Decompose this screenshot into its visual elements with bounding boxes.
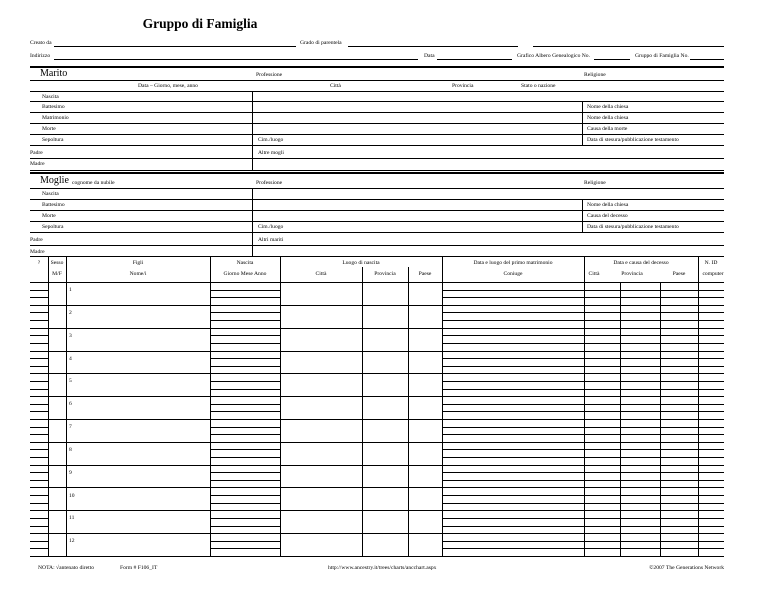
page-title: Gruppo di Famiglia: [142, 16, 258, 31]
child-nid-header: N. ID: [704, 260, 718, 266]
child-row-2[interactable]: [66, 305, 210, 328]
rule-line: [210, 495, 280, 496]
child-provincia-header: Provincia: [374, 271, 396, 277]
data-field[interactable]: [437, 59, 512, 60]
child-decesso-header: Data e causa del decesso: [613, 260, 669, 266]
rule-line: [210, 343, 280, 344]
moglie-padre-label: Padre: [30, 237, 43, 243]
marito-row-battesimo-label: Battesimo: [42, 104, 65, 110]
rule-line: [30, 404, 48, 405]
rule-line: [30, 232, 724, 233]
rule-line: [30, 101, 724, 102]
rule-line: [30, 210, 724, 211]
rule-line: [584, 358, 724, 359]
rule-line: [442, 457, 584, 458]
rule-line: [210, 366, 280, 367]
child-coniuge-header: Coniuge: [503, 271, 523, 277]
column-divider: [252, 158, 253, 170]
child-provincia2-header: Provincia: [621, 271, 643, 277]
rule-line: [442, 381, 584, 382]
rule-line: [442, 503, 584, 504]
rule-line: [442, 495, 584, 496]
creato-da-field[interactable]: [54, 46, 296, 47]
indirizzo-field[interactable]: [54, 59, 418, 60]
column-divider: [442, 257, 443, 556]
child-row-8[interactable]: [66, 442, 210, 465]
marito-citta-header: Città: [330, 83, 341, 89]
rule-line: [442, 343, 584, 344]
marito-altre-mogli-label: Altre mogli: [258, 150, 284, 156]
rule-line: [30, 256, 724, 257]
rule-line: [30, 66, 724, 68]
column-divider: [584, 257, 585, 556]
rule-line: [442, 312, 584, 313]
rule-line: [210, 480, 280, 481]
rule-line: [30, 320, 48, 321]
moglie-subtitle: cognome da nubile: [72, 180, 115, 186]
marito-provincia-header: Provincia: [452, 83, 474, 89]
rule-line: [30, 199, 724, 200]
footer-url: http://www.ancestry.it/trees/charts/ancchart.aspx: [328, 565, 437, 571]
moglie-title: Moglie: [40, 175, 69, 186]
child-number-5: 5: [69, 378, 72, 385]
rule-line: [30, 541, 48, 542]
child-number-2: 2: [69, 309, 72, 316]
rule-line: [442, 526, 584, 527]
rule-line: [210, 335, 280, 336]
rule-line: [442, 548, 584, 549]
grafico-no-label: Grafico Albero Genealogico No.: [517, 53, 591, 59]
rule-line: [584, 389, 724, 390]
column-divider: [252, 188, 253, 232]
rule-line: [210, 358, 280, 359]
rule-line: [210, 449, 280, 450]
marito-title: Marito: [40, 68, 68, 79]
child-figli-header: Figli: [132, 260, 144, 266]
child-citta2-header: Città: [588, 271, 600, 277]
column-divider: [252, 245, 253, 256]
column-divider: [252, 145, 253, 158]
rule-line: [442, 297, 584, 298]
rule-line: [584, 312, 724, 313]
rule-line: [30, 245, 724, 246]
child-paese-header: Paese: [418, 271, 432, 277]
child-number-3: 3: [69, 332, 72, 339]
rule-line: [30, 172, 724, 174]
column-divider: [252, 232, 253, 245]
rule-line: [442, 472, 584, 473]
marito-madre-label: Madre: [30, 161, 45, 167]
gruppo-no-field[interactable]: [690, 59, 724, 60]
child-paese2-header: Paese: [672, 271, 686, 277]
child-nomi-header: Nome/i: [129, 271, 147, 277]
child-row-9[interactable]: [66, 465, 210, 488]
child-row-1[interactable]: [66, 282, 210, 305]
rule-line: [30, 411, 48, 412]
child-mf-header: M/F: [52, 271, 62, 277]
rule-line: [584, 427, 724, 428]
moglie-right-label-1: Causa del decesso: [587, 213, 628, 219]
rule-line: [30, 290, 48, 291]
gruppo-no-label: Gruppo di Famiglia No.: [635, 53, 689, 59]
rule-line: [442, 449, 584, 450]
rule-line: [30, 503, 48, 504]
rule-line: [30, 170, 724, 171]
column-divider: [698, 257, 699, 556]
child-row-5[interactable]: [66, 373, 210, 396]
child-row-10[interactable]: [66, 488, 210, 511]
rule-line: [584, 366, 724, 367]
rule-line: [442, 290, 584, 291]
marito-row-sepoltura-label: Sepoltura: [42, 137, 64, 143]
rule-line: [210, 526, 280, 527]
marito-stato-header: Stato o nazione: [521, 83, 556, 89]
rule-line: [584, 518, 724, 519]
rule-line: [584, 381, 724, 382]
child-giorno-header: Giorno Mese Anno: [223, 271, 267, 277]
column-divider: [48, 257, 49, 556]
rule-line: [30, 123, 724, 124]
moglie-religione-label: Religione: [584, 180, 606, 186]
child-luogo-header: Luogo di nascita: [342, 260, 380, 266]
child-number-12: 12: [69, 538, 75, 545]
rule-line: [442, 480, 584, 481]
rule-line: [442, 389, 584, 390]
child-number-4: 4: [69, 355, 72, 362]
child-row-11[interactable]: [66, 510, 210, 533]
rule-line: [210, 320, 280, 321]
child-number-9: 9: [69, 469, 72, 476]
child-number-7: 7: [69, 424, 72, 430]
marito-row-morte-label: Morte: [42, 126, 56, 132]
child-nascita-header: Nascita: [236, 260, 254, 266]
rule-line: [210, 427, 280, 428]
moglie-row-morte-label: Morte: [42, 213, 56, 219]
data-label: Data: [424, 53, 435, 59]
footer-copyright: ©2007 The Generations Network: [649, 565, 724, 571]
rule-line: [30, 548, 48, 549]
child-row-4[interactable]: [66, 351, 210, 374]
child-row-7[interactable]: [66, 419, 210, 442]
moglie-right-label-0: Nome della chiesa: [587, 202, 629, 208]
moglie-row-sepoltura-label: Sepoltura: [42, 224, 64, 230]
rule-line: [30, 389, 48, 390]
rule-line: [210, 389, 280, 390]
rule-line: [442, 541, 584, 542]
rule-line: [210, 472, 280, 473]
rule-line: [442, 335, 584, 336]
moglie-altri-mariti-label: Altri mariti: [258, 237, 284, 243]
moglie-row-battesimo-label: Battesimo: [42, 202, 65, 208]
rule-line: [210, 548, 280, 549]
footer-form: Form # F106_IT: [120, 565, 158, 571]
grado-parentela-field[interactable]: [348, 46, 518, 47]
marito-data-header: Data – Giorno, mese, anno: [138, 83, 198, 89]
marito-professione-label: Professione: [256, 72, 283, 78]
rule-line: [584, 411, 724, 412]
rule-line: [584, 472, 724, 473]
rule-line: [442, 366, 584, 367]
child-number-1: 1: [69, 287, 72, 293]
child-number-10: 10: [69, 492, 75, 499]
rule-line: [30, 343, 48, 344]
child-citta-header: Città: [315, 271, 327, 277]
rule-line: [30, 112, 724, 113]
rule-line: [584, 434, 724, 435]
marito-padre-label: Padre: [30, 150, 43, 156]
rule-line: [442, 411, 584, 412]
rule-line: [30, 518, 48, 519]
rule-line: [30, 221, 724, 222]
column-divider: [210, 257, 211, 556]
rule-line: [30, 134, 724, 135]
rule-line: [30, 457, 48, 458]
moglie-right-label-2: Data di stesura/pubblicazione testamento: [587, 224, 679, 230]
rule-line: [30, 145, 724, 146]
rule-line: [30, 495, 48, 496]
indirizzo-label: Indirizzo: [30, 53, 51, 59]
rule-line: [442, 434, 584, 435]
column-divider: [582, 199, 583, 232]
rule-line: [30, 434, 48, 435]
rule-line: [584, 404, 724, 405]
rule-line: [584, 541, 724, 542]
rule-line: [442, 427, 584, 428]
column-divider: [362, 267, 363, 556]
footer-nota: NOTA: √antenato diretto: [38, 565, 95, 571]
child-computer-header: computer: [702, 271, 724, 277]
marito-right-label-0: Nome della chiesa: [587, 104, 629, 110]
column-divider: [280, 257, 281, 556]
rule-line: [30, 188, 724, 189]
marito-religione-label: Religione: [584, 72, 606, 78]
child-q-header: ?: [37, 260, 41, 266]
column-divider: [408, 267, 409, 556]
rule-line: [584, 495, 724, 496]
marito-right-label-3: Data di stesura/pubblicazione testamento: [587, 137, 679, 143]
rule-line: [30, 556, 724, 557]
rule-line: [584, 297, 724, 298]
rule-line: [442, 358, 584, 359]
rule-line: [210, 312, 280, 313]
child-row-6[interactable]: [66, 396, 210, 419]
column-divider: [582, 101, 583, 145]
rule-line: [30, 526, 48, 527]
rule-line: [30, 449, 48, 450]
child-matrimonio-header: Data e luogo del primo matrimonio: [473, 260, 553, 266]
marito-row-nascita-label: Nascita: [42, 94, 59, 100]
rule-line: [442, 404, 584, 405]
rule-line: [30, 158, 724, 159]
rule-line: [30, 91, 724, 92]
rule-line: [584, 526, 724, 527]
rule-line: [210, 290, 280, 291]
grado-parentela-extra-field[interactable]: [533, 46, 724, 47]
rule-line: [30, 366, 48, 367]
child-row-12[interactable]: [66, 533, 210, 556]
creato-da-label: Creato da: [30, 40, 52, 46]
moglie-professione-label: Professione: [256, 180, 283, 186]
marito-row-matrimonio-label: Matrimonio: [42, 115, 69, 121]
rule-line: [30, 427, 48, 428]
rule-line: [442, 518, 584, 519]
rule-line: [584, 503, 724, 504]
rule-line: [30, 472, 48, 473]
rule-line: [584, 290, 724, 291]
rule-line: [210, 434, 280, 435]
child-number-11: 11: [69, 515, 75, 522]
grado-parentela-label: Grado di parentela: [300, 40, 342, 46]
rule-line: [30, 381, 48, 382]
grafico-no-field[interactable]: [594, 59, 630, 60]
moglie-madre-label: Madre: [30, 249, 45, 255]
rule-line: [584, 335, 724, 336]
rule-line: [210, 404, 280, 405]
moglie-row-nascita-label: Nascita: [42, 191, 59, 197]
child-number-6: 6: [69, 401, 72, 408]
rule-line: [210, 457, 280, 458]
column-divider: [252, 91, 253, 145]
rule-line: [30, 80, 724, 81]
rule-line: [210, 411, 280, 412]
rule-line: [210, 541, 280, 542]
child-row-3[interactable]: [66, 328, 210, 351]
rule-line: [584, 320, 724, 321]
rule-line: [30, 358, 48, 359]
child-number-8: 8: [69, 446, 72, 453]
rule-line: [210, 503, 280, 504]
rule-line: [30, 335, 48, 336]
rule-line: [442, 320, 584, 321]
rule-line: [210, 518, 280, 519]
marito-right-label-2: Causa della morte: [587, 126, 628, 132]
rule-line: [584, 343, 724, 344]
rule-line: [30, 480, 48, 481]
rule-line: [30, 297, 48, 298]
rule-line: [584, 457, 724, 458]
marito-cim-luogo-label: Cim./luogo: [258, 137, 284, 143]
rule-line: [210, 381, 280, 382]
marito-right-label-1: Nome della chiesa: [587, 115, 629, 121]
rule-line: [210, 297, 280, 298]
rule-line: [584, 449, 724, 450]
rule-line: [584, 548, 724, 549]
child-sesso-header: Sesso: [50, 260, 64, 266]
rule-line: [30, 312, 48, 313]
rule-line: [584, 480, 724, 481]
moglie-cim-luogo-label: Cim./luogo: [258, 224, 284, 230]
